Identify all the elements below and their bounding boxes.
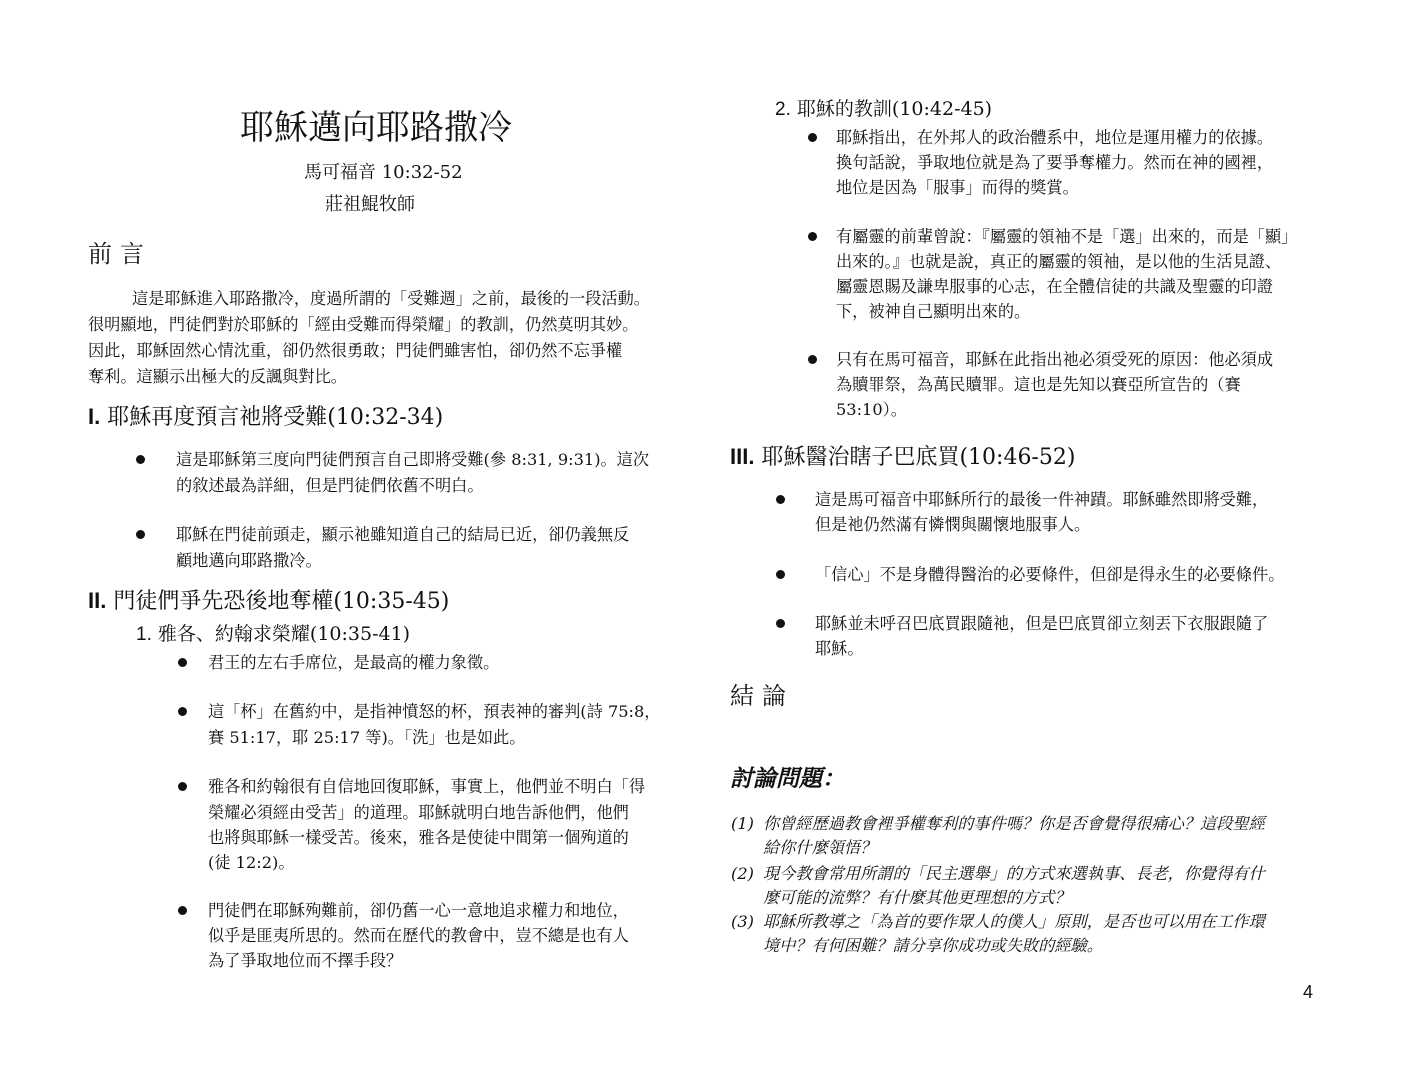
bullet-icon (178, 658, 187, 667)
question-label: (3) (731, 912, 754, 931)
conclusion-heading: 結論 (730, 682, 794, 710)
section-3-numeral: III. (730, 444, 755, 469)
bullet-line: 只有在馬可福音，耶穌在此指出祂必須受死的原因：他必須成 (836, 350, 1274, 369)
bullet-line: 也將與耶穌一樣受苦。後來，雅各是使徒中間第一個殉道的 (208, 828, 629, 847)
bullet-line: 屬靈恩賜及謙卑服事的心志，在全體信徒的共識及聖靈的印證 (836, 277, 1274, 296)
bullet-line: 但是祂仍然滿有憐憫與關懷地服事人。 (815, 515, 1091, 534)
scripture-reference: 馬可福音 10:32-52 (304, 162, 463, 183)
bullet-line: 出來的。』也就是說，真正的屬靈的領袖，是以他的生活見證、 (836, 252, 1282, 271)
section-3-heading (730, 440, 1075, 471)
bullet-line: 下，被神自己顯明出來的。 (836, 302, 1031, 321)
bullet-line: 耶穌並未呼召巴底買跟隨祂，但是巴底買卻立刻丟下衣服跟隨了 (815, 614, 1269, 633)
discussion-heading: 討論問題： (730, 765, 845, 792)
question-line: 現今教會常用所謂的「民主選舉」的方式來選執事、長老，你覺得有什 (763, 864, 1265, 883)
section-1-title: 耶穌再度預言祂將受難(10:32-34) (107, 405, 444, 430)
bullet-line: 這是馬可福音中耶穌所行的最後一件神蹟。耶穌雖然即將受難， (815, 490, 1269, 509)
page-title: 耶穌邁向耶路撒冷 (240, 108, 512, 148)
bullet-icon (776, 570, 785, 579)
question-label: (2) (731, 864, 754, 883)
bullet-icon (136, 530, 145, 539)
bullet-icon (808, 355, 817, 364)
bullet-line: 這「杯」在舊約中，是指神憤怒的杯，預表神的審判(詩 75:8， (208, 702, 661, 721)
question-line: 給你什麼領悟？ (763, 838, 877, 857)
bullet-line: 顧地邁向耶路撒冷。 (176, 551, 322, 570)
section-2-title: 門徒們爭先恐後地奪權(10:35-45) (113, 589, 450, 614)
intro-line: 很明顯地，門徒們對於耶穌的「經由受難而得榮耀」的教訓，仍然莫明其妙。 (88, 315, 639, 334)
intro-heading: 前言 (88, 240, 152, 268)
bullet-icon (178, 782, 187, 791)
section-1-heading (88, 400, 443, 431)
bullet-line: 地位是因為「服事」而得的獎賞。 (836, 178, 1079, 197)
bullet-icon (808, 232, 817, 241)
bullet-line: 換句話說，爭取地位就是為了要爭奪權力。然而在神的國裡， (836, 153, 1274, 172)
author: 莊祖鯤牧師 (325, 194, 415, 215)
section-2-numeral: II. (88, 588, 107, 613)
bullet-icon (178, 906, 187, 915)
section-3-title: 耶穌醫治瞎子巴底買(10:46-52) (761, 445, 1076, 470)
bullet-line: 為了爭取地位而不擇手段？ (208, 951, 403, 970)
bullet-line: 耶穌。 (815, 639, 864, 658)
bullet-line: 為贖罪祭，為萬民贖罪。這也是先知以賽亞所宣告的（賽 (836, 375, 1241, 394)
bullet-line: 耶穌指出，在外邦人的政治體系中，地位是運用權力的依據。 (836, 128, 1274, 147)
bullet-icon (776, 495, 785, 504)
bullet-line: 雅各和約翰很有自信地回復耶穌，事實上，他們並不明白「得 (208, 777, 646, 796)
page-number: 4 (1303, 982, 1314, 1002)
question-line: 你曾經歷過教會裡爭權奪利的事件嗎？你是否會覺得很痛心？這段聖經 (763, 814, 1265, 833)
bullet-line: 有屬靈的前輩曾說：『屬靈的領袖不是「選」出來的，而是「顯」 (836, 227, 1298, 246)
bullet-icon (178, 707, 187, 716)
intro-line: 奪利。這顯示出極大的反諷與對比。 (88, 367, 347, 386)
subsection-1-number: 1. (136, 624, 152, 645)
subsection-1-title: 雅各、約翰求榮耀(10:35-41) (157, 623, 411, 645)
question-label: (1) (731, 814, 754, 833)
intro-line: 這是耶穌進入耶路撒冷，度過所謂的「受難週」之前，最後的一段活動。 (132, 289, 650, 308)
bullet-line: 賽 51:17，耶 25:17 等)。「洗」也是如此。 (208, 728, 526, 747)
bullet-line: 這是耶穌第三度向門徒們預言自己即將受難(參 8:31, 9:31)。這次 (176, 450, 650, 469)
bullet-icon (136, 455, 145, 464)
subsection-2-title: 耶穌的教訓(10:42-45) (796, 98, 993, 120)
bullet-line: 耶穌在門徒前頭走，顯示祂雖知道自己的結局已近，卻仍義無反 (176, 525, 630, 544)
question-line: 耶穌所教導之「為首的要作眾人的僕人」原則，是否也可以用在工作環 (763, 912, 1265, 931)
bullet-line: 似乎是匪夷所思的。然而在歷代的教會中，豈不總是也有人 (208, 926, 629, 945)
bullet-icon (808, 133, 817, 142)
bullet-line: 榮耀必須經由受苦」的道理。耶穌就明白地告訴他們，他們 (208, 803, 629, 822)
subsection-2-heading (775, 94, 992, 121)
bullet-line: 53:10）。 (836, 400, 907, 419)
subsection-2-number: 2. (775, 99, 791, 120)
bullet-line: 「信心」不是身體得醫治的必要條件，但卻是得永生的必要條件。 (815, 565, 1285, 584)
section-1-numeral: I. (88, 404, 101, 429)
bullet-line: 門徒們在耶穌殉難前，卻仍舊一心一意地追求權力和地位， (208, 901, 629, 920)
bullet-line: 君王的左右手席位，是最高的權力象徵。 (208, 653, 500, 672)
subsection-1-heading (136, 619, 410, 646)
bullet-icon (776, 619, 785, 628)
question-line: 麼可能的流弊？有什麼其他更理想的方式？ (763, 888, 1071, 907)
question-line: 境中？有何困難？請分享你成功或失敗的經驗。 (763, 936, 1103, 955)
bullet-line: 的敘述最為詳細，但是門徒們依舊不明白。 (176, 476, 484, 495)
section-2-heading (88, 584, 449, 615)
bullet-line: (徒 12:2)。 (208, 853, 295, 872)
intro-line: 因此，耶穌固然心情沈重，卻仍然很勇敢；門徒們雖害怕，卻仍然不忘爭權 (88, 341, 623, 360)
